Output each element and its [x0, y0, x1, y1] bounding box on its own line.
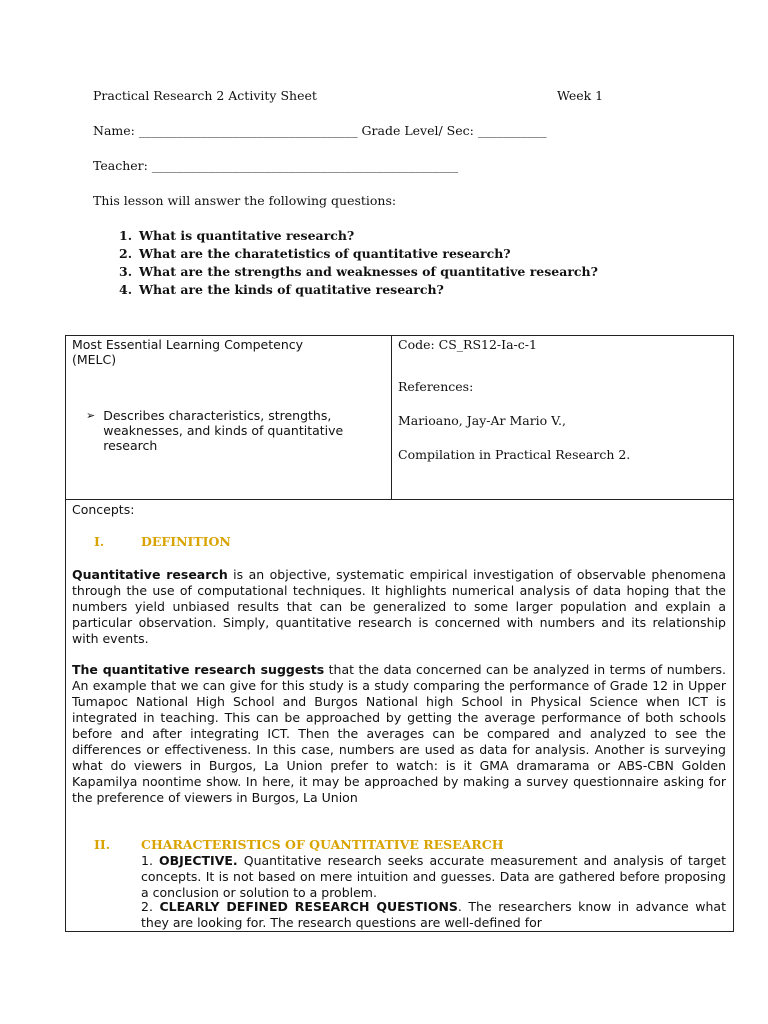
lesson-intro: This lesson will answer the following questions:	[93, 193, 397, 208]
section-title-characteristics: CHARACTERISTICS OF QUANTITATIVE RESEARCH	[141, 837, 504, 852]
section-title-definition: DEFINITION	[141, 534, 231, 549]
melc-table	[65, 335, 734, 500]
section-number: I.	[94, 534, 105, 549]
reference-author: Marioano, Jay-Ar Mario V.,	[398, 413, 566, 428]
characteristic-research-questions: 2. CLEARLY DEFINED RESEARCH QUESTIONS. The researchers know in advance what they are looking for. The research questions are well-defined for	[141, 899, 726, 930]
concepts-label: Concepts:	[72, 502, 135, 517]
reference-title: Compilation in Practical Research 2.	[398, 447, 631, 462]
melc-competency: Describes characteristics, strengths, weaknesses, and kinds of quantitative research	[103, 408, 344, 453]
question-list	[119, 228, 598, 300]
list-item: 3. What are the strengths and weaknesses of quantitative research?	[119, 264, 598, 279]
list-item: 4. What are the kinds of quatitative research?	[119, 282, 444, 297]
melc-title-abbr: (MELC)	[72, 352, 117, 367]
sheet-title: Practical Research 2 Activity Sheet	[93, 88, 317, 103]
teacher-line: Teacher: _________________________________________________	[93, 158, 459, 173]
definition-paragraph: Quantitative research is an objective, systematic empirical investigation of observable phenomena through the use of computational techniques. It highlights numerical analysis of data hoping that the numbers yield unbiased results that can be generalized to some larger population and explain a particular observation. Simply, quantitative research is concerned with numbers and its relationship with events.	[72, 567, 726, 646]
competency-code: Code: CS_RS12-Ia-c-1	[398, 337, 537, 352]
arrow-bullet-icon: ➢	[86, 409, 96, 422]
references-label: References:	[398, 379, 474, 394]
list-item: 2. What are the charatetistics of quantitative research?	[119, 246, 511, 261]
melc-title: Most Essential Learning Competency	[72, 337, 304, 352]
code-references-cell	[392, 336, 734, 500]
melc-cell	[66, 336, 392, 500]
section-number: II.	[94, 837, 111, 852]
week-label: Week 1	[557, 88, 604, 103]
characteristic-objective: 1. OBJECTIVE. Quantitative research seeks accurate measurement and analysis of target concepts. It is not based on mere intuition and guesses. Data are gathered before proposing a conclusion or solution to a problem.	[141, 853, 726, 900]
example-paragraph: The quantitative research suggests that the data concerned can be analyzed in terms of numbers. An example that we can give for this study is a study comparing the performance of Grade 12 in Upper Tumapoc National High School and Burgos National high School in Physical Science when ICT is integrated in teaching. This can be approached by getting the average performance of both schools before and after integrating ICT. Then the averages can be compared and analyzed to see the differences or effectiveness. In this case, numbers are used as data for analysis. Another is surveying what do viewers in Burgos, La Union prefer to watch: is it GMA dramarama or ABS-CBN Golden Kapamilya noontime show. In here, it may be approached by making a survey questionnaire asking for the preference of viewers in Burgos, La Union	[72, 662, 727, 805]
concepts-box	[65, 499, 734, 932]
name-grade-line: Name: ___________________________________ Grade Level/ Sec: ___________	[93, 123, 547, 138]
list-item: 1. What is quantitative research?	[119, 228, 355, 243]
